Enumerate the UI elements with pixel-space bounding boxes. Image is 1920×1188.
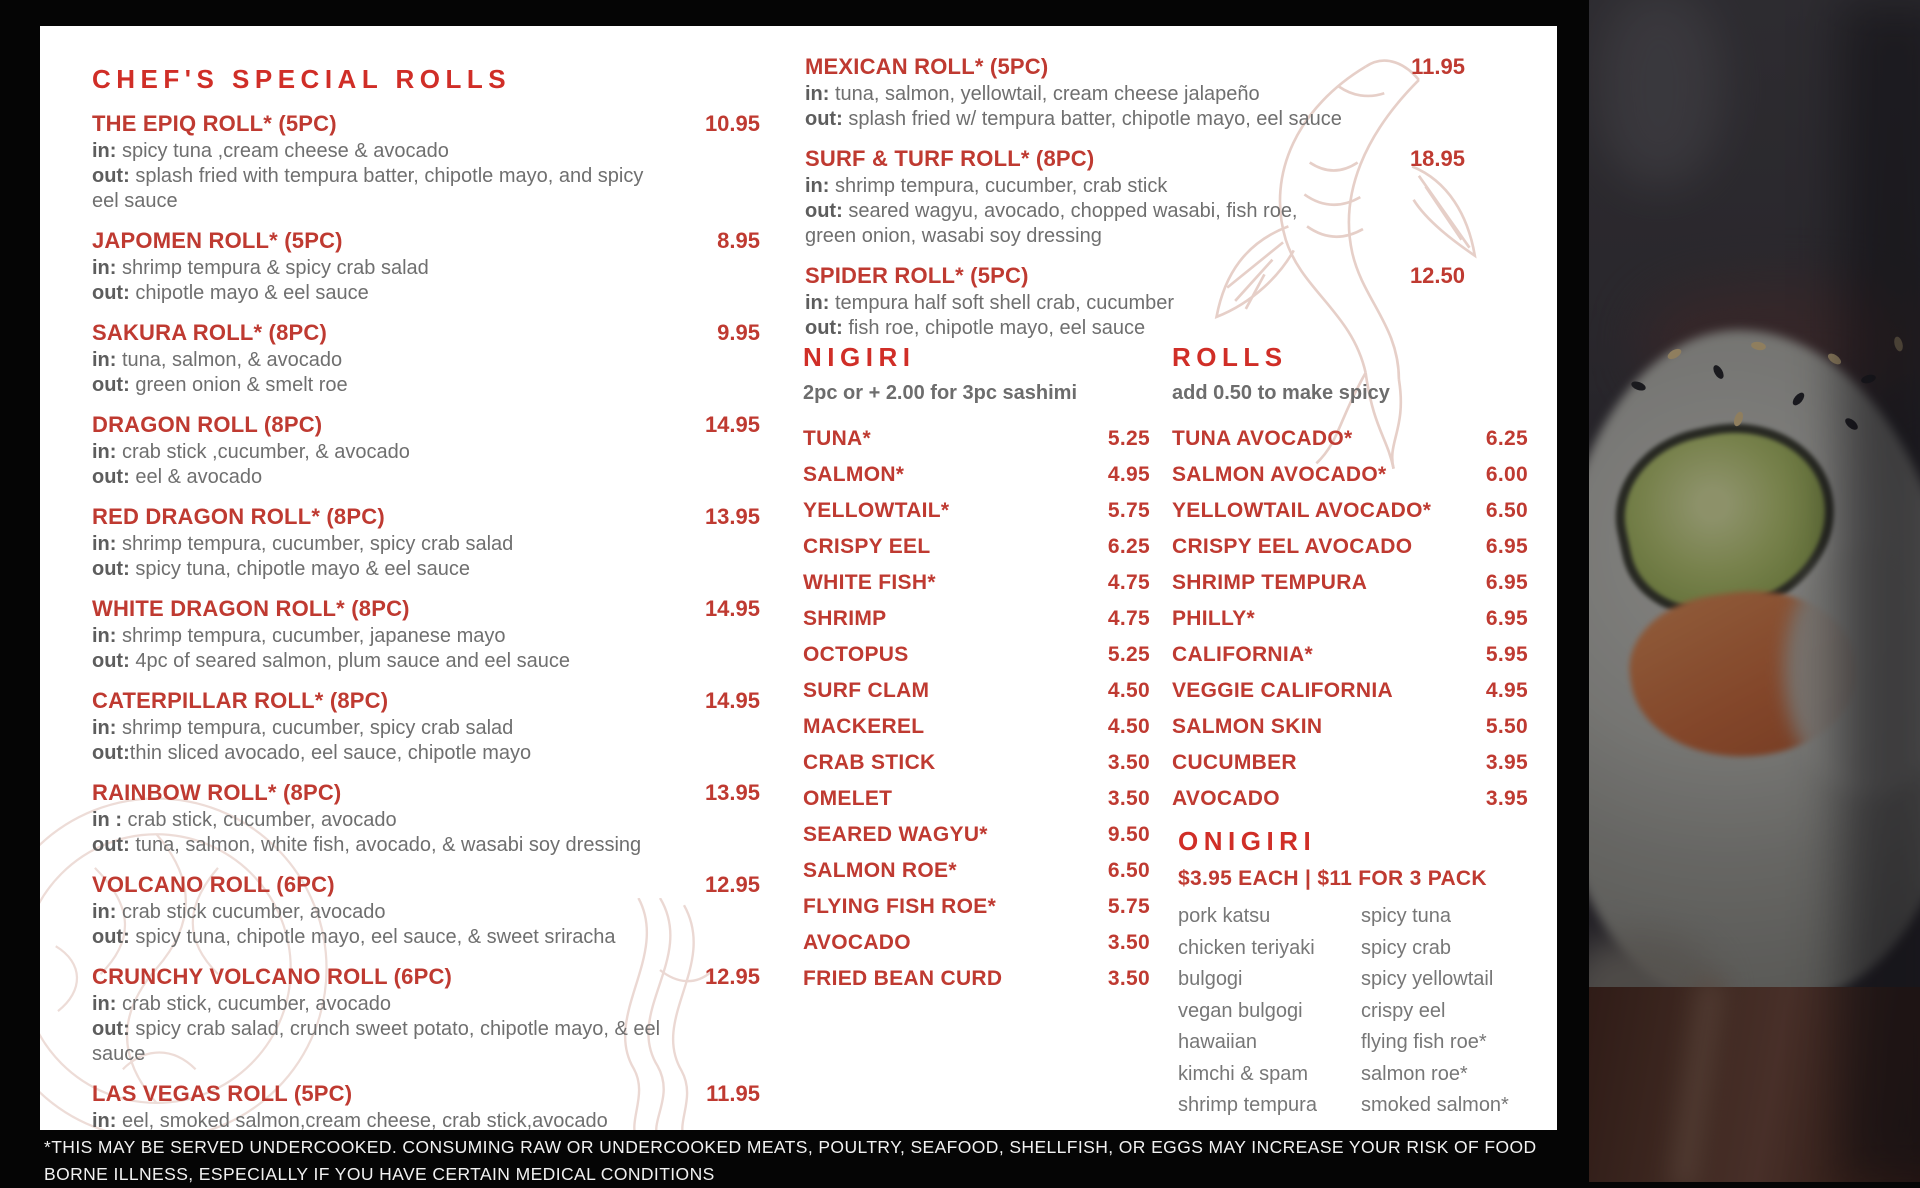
- item-name: PHILLY*: [1172, 607, 1256, 630]
- item-name: CRISPY EEL: [803, 535, 931, 558]
- nigiri-row: [803, 716, 1150, 737]
- item-description: in : crab stick, cucumber, avocado out: tuna, salmon, white fish, avocado, & wasabi soy dressing: [92, 809, 642, 856]
- roll-row: [1172, 644, 1528, 665]
- item-title: SURF & TURF ROLL* (8PC): [805, 146, 1095, 171]
- roll-row: [1172, 680, 1528, 701]
- item-name: WHITE FISH*: [803, 571, 936, 594]
- item-description: in: shrimp tempura, cucumber, spicy crab salad out: spicy tuna, chipotle mayo & eel sauce: [92, 533, 514, 580]
- item-price: 11.95: [706, 1081, 760, 1106]
- section-featured-rolls: [805, 53, 1465, 354]
- item-name: FLYING FISH ROE*: [803, 895, 997, 918]
- menu-item: [92, 227, 760, 306]
- menu-item: [92, 687, 760, 766]
- nigiri-row: [803, 644, 1150, 665]
- item-price: 4.50: [1107, 715, 1150, 738]
- item-name: CUCUMBER: [1172, 751, 1297, 774]
- item-description: in: eel, smoked salmon,cream cheese, crab stick,avocado: [92, 1110, 608, 1130]
- onigiri-row: [1178, 969, 1538, 990]
- nigiri-row: [803, 968, 1150, 989]
- nigiri-row: [803, 572, 1150, 593]
- menu-item: [805, 262, 1465, 341]
- item-price: 3.50: [1107, 751, 1150, 774]
- item-name: FRIED BEAN CURD: [803, 967, 1003, 990]
- onigiri-row: [1178, 1001, 1538, 1022]
- item-price: 14.95: [704, 412, 760, 437]
- item-price: 5.75: [1107, 499, 1150, 522]
- nigiri-row: [803, 896, 1150, 917]
- onigiri-flavor: kimchi & spam: [1178, 1062, 1309, 1085]
- item-description: in: shrimp tempura, cucumber, crab stick out: seared wagyu, avocado, chopped wasabi, fish roe, green onion, wasabi soy dressing: [805, 175, 1298, 247]
- menu-item: [92, 319, 760, 398]
- item-title: CRUNCHY VOLCANO ROLL (6PC): [92, 964, 453, 989]
- item-name: TUNA AVOCADO*: [1172, 427, 1353, 450]
- onigiri-flavor: shrimp tempura: [1178, 1094, 1317, 1116]
- item-price: 3.50: [1107, 967, 1150, 990]
- item-price: 12.50: [1409, 263, 1465, 288]
- section-onigiri: [1178, 826, 1538, 1116]
- item-price: 4.50: [1107, 679, 1150, 702]
- item-price: 11.95: [1411, 54, 1465, 79]
- item-title: RAINBOW ROLL* (8PC): [92, 780, 342, 805]
- nigiri-row: [803, 500, 1150, 521]
- photo-dark-overlay: [1589, 0, 1920, 1182]
- onigiri-flavor: spicy yellowtail: [1361, 968, 1494, 990]
- onigiri-flavor: chicken teriyaki: [1178, 936, 1315, 959]
- onigiri-flavor: smoked salmon*: [1361, 1094, 1509, 1116]
- item-price: 4.75: [1107, 607, 1150, 630]
- item-price: 6.95: [1485, 535, 1528, 558]
- nigiri-row: [803, 932, 1150, 953]
- roll-row: [1172, 716, 1528, 737]
- item-name: OMELET: [803, 787, 893, 810]
- nigiri-row: [803, 428, 1150, 449]
- item-description: in: crab stick, cucumber, avocado out: spicy crab salad, crunch sweet potato, chipotle mayo, & eel sauce: [92, 993, 661, 1065]
- nigiri-row: [803, 608, 1150, 629]
- item-name: SEARED WAGYU*: [803, 823, 988, 846]
- item-price: 6.50: [1107, 859, 1150, 882]
- menu-item: [92, 779, 760, 858]
- section-heading: NIGIRI: [803, 342, 916, 372]
- item-price: 4.95: [1107, 463, 1150, 486]
- item-price: 10.95: [704, 111, 760, 136]
- menu-item: [92, 871, 760, 950]
- item-name: CALIFORNIA*: [1172, 643, 1313, 666]
- onigiri-flavor: pork katsu: [1178, 905, 1271, 927]
- roll-row: [1172, 788, 1528, 809]
- roll-row: [1172, 572, 1528, 593]
- item-name: SALMON AVOCADO*: [1172, 463, 1387, 486]
- menu-item: [92, 503, 760, 582]
- item-name: SALMON ROE*: [803, 859, 957, 882]
- item-name: SURF CLAM: [803, 679, 930, 702]
- item-price: 3.50: [1107, 931, 1150, 954]
- item-title: RED DRAGON ROLL* (8PC): [92, 504, 385, 529]
- item-name: YELLOWTAIL*: [803, 499, 950, 522]
- section-rolls: [1172, 342, 1528, 809]
- item-price: 14.95: [704, 688, 760, 713]
- section-subtitle: 2pc or + 2.00 for 3pc sashimi: [803, 382, 1078, 404]
- item-name: TUNA*: [803, 427, 871, 450]
- onigiri-row: [1178, 906, 1538, 927]
- item-price: 6.95: [1485, 607, 1528, 630]
- item-name: MACKEREL: [803, 715, 925, 738]
- item-title: SAKURA ROLL* (8PC): [92, 320, 328, 345]
- item-price: 5.75: [1107, 895, 1150, 918]
- onigiri-flavor: crispy eel: [1361, 999, 1446, 1022]
- roll-row: [1172, 464, 1528, 485]
- menu-panel: [40, 26, 1557, 1130]
- onigiri-flavor: salmon roe*: [1361, 1062, 1468, 1085]
- nigiri-row: [803, 824, 1150, 845]
- roll-row: [1172, 500, 1528, 521]
- menu-item: [805, 145, 1465, 249]
- section-heading: CHEF'S SPECIAL ROLLS: [92, 64, 512, 94]
- item-description: in: crab stick ,cucumber, & avocado out: eel & avocado: [92, 441, 410, 488]
- item-description: in: tempura half soft shell crab, cucumber out: fish roe, chipotle mayo, eel sauce: [805, 292, 1175, 339]
- item-title: DRAGON ROLL (8PC): [92, 412, 323, 437]
- onigiri-flavor: vegan bulgogi: [1178, 999, 1303, 1022]
- section-nigiri: [803, 342, 1150, 989]
- onigiri-flavor: spicy tuna: [1361, 905, 1452, 927]
- item-name: SHRIMP: [803, 607, 887, 630]
- item-price: 5.25: [1107, 643, 1150, 666]
- menu-item: [805, 53, 1465, 132]
- item-price: 3.95: [1485, 751, 1528, 774]
- menu-item: [92, 110, 760, 214]
- section-subtitle: add 0.50 to make spicy: [1172, 382, 1390, 404]
- item-price: 13.95: [704, 504, 760, 529]
- item-price: 6.25: [1485, 427, 1528, 450]
- item-price: 8.95: [717, 228, 760, 253]
- nigiri-row: [803, 860, 1150, 881]
- menu-item: [92, 963, 760, 1067]
- onigiri-row: [1178, 938, 1538, 959]
- item-title: LAS VEGAS ROLL (5PC): [92, 1081, 353, 1106]
- item-price: 6.50: [1485, 499, 1528, 522]
- item-price: 14.95: [704, 596, 760, 621]
- onigiri-row: [1178, 1095, 1538, 1116]
- item-title: THE EPIQ ROLL* (5PC): [92, 111, 337, 136]
- nigiri-row: [803, 680, 1150, 701]
- section-heading: ONIGIRI: [1178, 826, 1317, 856]
- item-description: in: crab stick cucumber, avocado out: spicy tuna, chipotle mayo, eel sauce, & sweet sriracha: [92, 901, 616, 948]
- menu-item: [92, 595, 760, 674]
- section-subtitle: $3.95 EACH | $11 FOR 3 PACK: [1178, 867, 1487, 890]
- item-price: 5.25: [1107, 427, 1150, 450]
- item-title: CATERPILLAR ROLL* (8PC): [92, 688, 389, 713]
- item-title: MEXICAN ROLL* (5PC): [805, 54, 1049, 79]
- item-price: 5.95: [1485, 643, 1528, 666]
- item-price: 18.95: [1409, 146, 1465, 171]
- item-description: in: tuna, salmon, yellowtail, cream cheese jalapeño out: splash fried w/ tempura batter, chipotle mayo, eel sauce: [805, 83, 1342, 130]
- item-name: AVOCADO: [803, 931, 911, 954]
- item-title: JAPOMEN ROLL* (5PC): [92, 228, 343, 253]
- item-description: in: shrimp tempura, cucumber, spicy crab salad out:thin sliced avocado, eel sauce, chipotle mayo: [92, 717, 532, 764]
- health-disclaimer: *THIS MAY BE SERVED UNDERCOOKED. CONSUMING RAW OR UNDERCOOKED MEATS, POULTRY, SEAFOOD, SHELLFISH, OR EGGS MAY INCREASE YOUR RISK OF FOOD BORNE ILLNESS, ESPECIALLY IF YOU HAVE CERTAIN MEDICAL CONDITIONS: [44, 1137, 1537, 1184]
- item-title: WHITE DRAGON ROLL* (8PC): [92, 596, 410, 621]
- item-description: in: spicy tuna ,cream cheese & avocado out: splash fried with tempura batter, chipotle mayo, and spicy eel sauce: [92, 140, 644, 212]
- item-price: 13.95: [704, 780, 760, 805]
- item-name: SALMON*: [803, 463, 905, 486]
- onigiri-flavor: flying fish roe*: [1361, 1031, 1487, 1053]
- item-name: AVOCADO: [1172, 787, 1280, 810]
- item-name: SALMON SKIN: [1172, 715, 1323, 738]
- item-price: 4.75: [1107, 571, 1150, 594]
- menu-item: [92, 411, 760, 490]
- onigiri-row: [1178, 1064, 1538, 1085]
- sushi-photo: [1589, 0, 1920, 1182]
- roll-row: [1172, 608, 1528, 629]
- section-heading: ROLLS: [1172, 342, 1288, 372]
- section-chefs-special-rolls: [92, 64, 760, 1130]
- item-description: in: shrimp tempura, cucumber, japanese mayo out: 4pc of seared salmon, plum sauce and eel sauce: [92, 625, 571, 672]
- onigiri-flavor: bulgogi: [1178, 968, 1243, 990]
- item-price: 12.95: [704, 872, 760, 897]
- item-price: 9.95: [717, 320, 760, 345]
- item-price: 3.50: [1107, 787, 1150, 810]
- item-name: SHRIMP TEMPURA: [1172, 571, 1368, 594]
- menu-item: [92, 1080, 760, 1130]
- item-price: 4.95: [1485, 679, 1528, 702]
- item-price: 12.95: [704, 964, 760, 989]
- item-name: CRAB STICK: [803, 751, 936, 774]
- item-price: 5.50: [1485, 715, 1528, 738]
- item-title: SPIDER ROLL* (5PC): [805, 263, 1029, 288]
- item-description: in: shrimp tempura & spicy crab salad out: chipotle mayo & eel sauce: [92, 257, 429, 304]
- item-price: 9.50: [1107, 823, 1150, 846]
- nigiri-row: [803, 788, 1150, 809]
- item-price: 6.25: [1107, 535, 1150, 558]
- item-price: 6.00: [1485, 463, 1528, 486]
- item-description: in: tuna, salmon, & avocado out: green onion & smelt roe: [92, 349, 348, 396]
- item-name: YELLOWTAIL AVOCADO*: [1172, 499, 1432, 522]
- item-title: VOLCANO ROLL (6PC): [92, 872, 335, 897]
- onigiri-flavor: spicy crab: [1361, 936, 1452, 959]
- nigiri-row: [803, 752, 1150, 773]
- nigiri-row: [803, 464, 1150, 485]
- item-name: VEGGIE CALIFORNIA: [1172, 679, 1393, 702]
- item-name: CRISPY EEL AVOCADO: [1172, 535, 1413, 558]
- roll-row: [1172, 428, 1528, 449]
- item-price: 6.95: [1485, 571, 1528, 594]
- roll-row: [1172, 536, 1528, 557]
- onigiri-row: [1178, 1032, 1538, 1053]
- roll-row: [1172, 752, 1528, 773]
- item-name: OCTOPUS: [803, 643, 909, 666]
- item-price: 3.95: [1485, 787, 1528, 810]
- nigiri-row: [803, 536, 1150, 557]
- onigiri-flavor: hawaiian: [1178, 1031, 1257, 1053]
